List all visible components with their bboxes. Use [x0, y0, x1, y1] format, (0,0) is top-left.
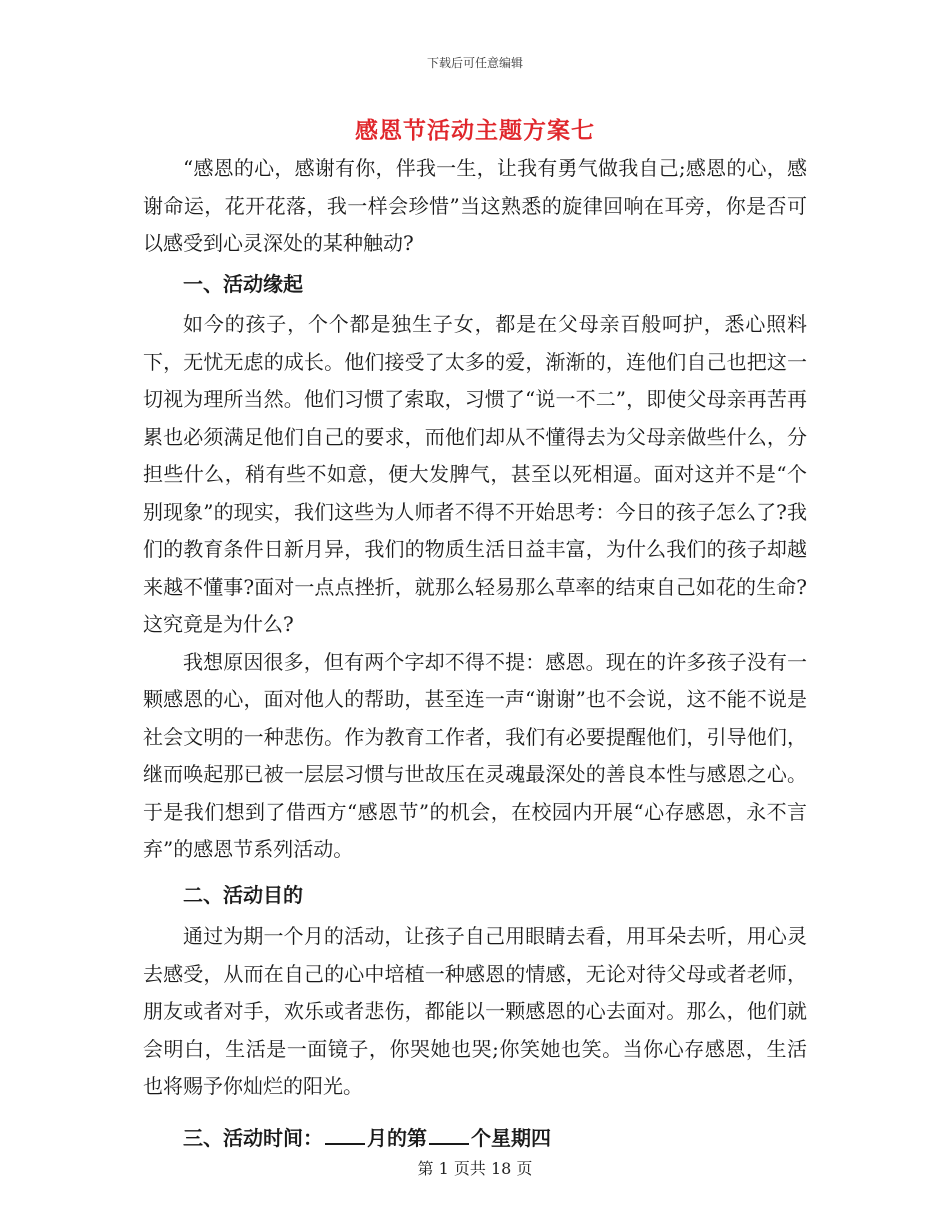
section-heading-purpose: 二、活动目的 — [183, 882, 303, 907]
document-body — [143, 150, 807, 1157]
time-heading-suffix: 个星期四 — [471, 1125, 551, 1150]
time-heading-prefix: 三、活动时间： — [183, 1125, 323, 1150]
page-title: 感恩节活动主题方案七 — [355, 118, 595, 144]
month-blank — [325, 1127, 365, 1145]
time-heading-mid: 月的第 — [367, 1125, 427, 1150]
origin-paragraph-1: 如今的孩子，个个都是独生子女，都是在父母亲百般呵护，悉心照料下，无忧无虑的成长。他们接受了太多的爱，渐渐的，连他们自己也把这一切视为理所当然。他们习惯了索取，习惯了“说一不二”，即使父母亲再苦再累也必须满足他们自己的要求，而他们却从不懂得去为父母亲做些什么，分担些什么，稍有些不如意，便大发脾气，甚至以死相逼。面对这并不是“个别现象”的现实，我们这些为人师者不得不开始思考：今日的孩子怎么了?我们的教育条件日新月异，我们的物质生活日益丰富，为什么我们的孩子却越来越不懂事?面对一点点挫折，就那么轻易那么草率的结束自己如花的生命?这究竟是为什么? — [143, 312, 807, 636]
header-note: 下载后可任意编辑 — [426, 56, 523, 70]
intro-paragraph: “感恩的心，感谢有你，伴我一生，让我有勇气做我自己;感恩的心，感谢命运，花开花落，我一样会珍惜”当这熟悉的旋律回响在耳旁，你是否可以感受到心灵深处的某种触动? — [143, 156, 807, 255]
section-heading-time — [143, 1120, 807, 1158]
purpose-paragraph: 通过为期一个月的活动，让孩子自己用眼睛去看，用耳朵去听，用心灵去感受，从而在自己的心中培植一种感恩的情感，无论对待父母或者老师，朋友或者对手，欢乐或者悲伤，都能以一颗感恩的心去面对。那么，他们就会明白，生活是一面镜子，你哭她也哭;你笑她也笑。当你心存感恩，生活也将赐予你灿烂的阳光。 — [143, 924, 807, 1098]
origin-paragraph-2: 我想原因很多，但有两个字却不得不提：感恩。现在的许多孩子没有一颗感恩的心，面对他人的帮助，甚至连一声“谢谢”也不会说，这不能不说是社会文明的一种悲伤。作为教育工作者，我们有必要提醒他们，引导他们，继而唤起那已被一层层习惯与世故压在灵魂最深处的善良本性与感恩之心。于是我们想到了借西方“感恩节”的机会，在校园内开展“心存感恩，永不言弃”的感恩节系列活动。 — [143, 649, 807, 861]
page-footer: 第 1 页共 18 页 — [417, 1159, 533, 1178]
section-heading-origin: 一、活动缘起 — [183, 271, 303, 296]
week-blank — [429, 1127, 469, 1145]
